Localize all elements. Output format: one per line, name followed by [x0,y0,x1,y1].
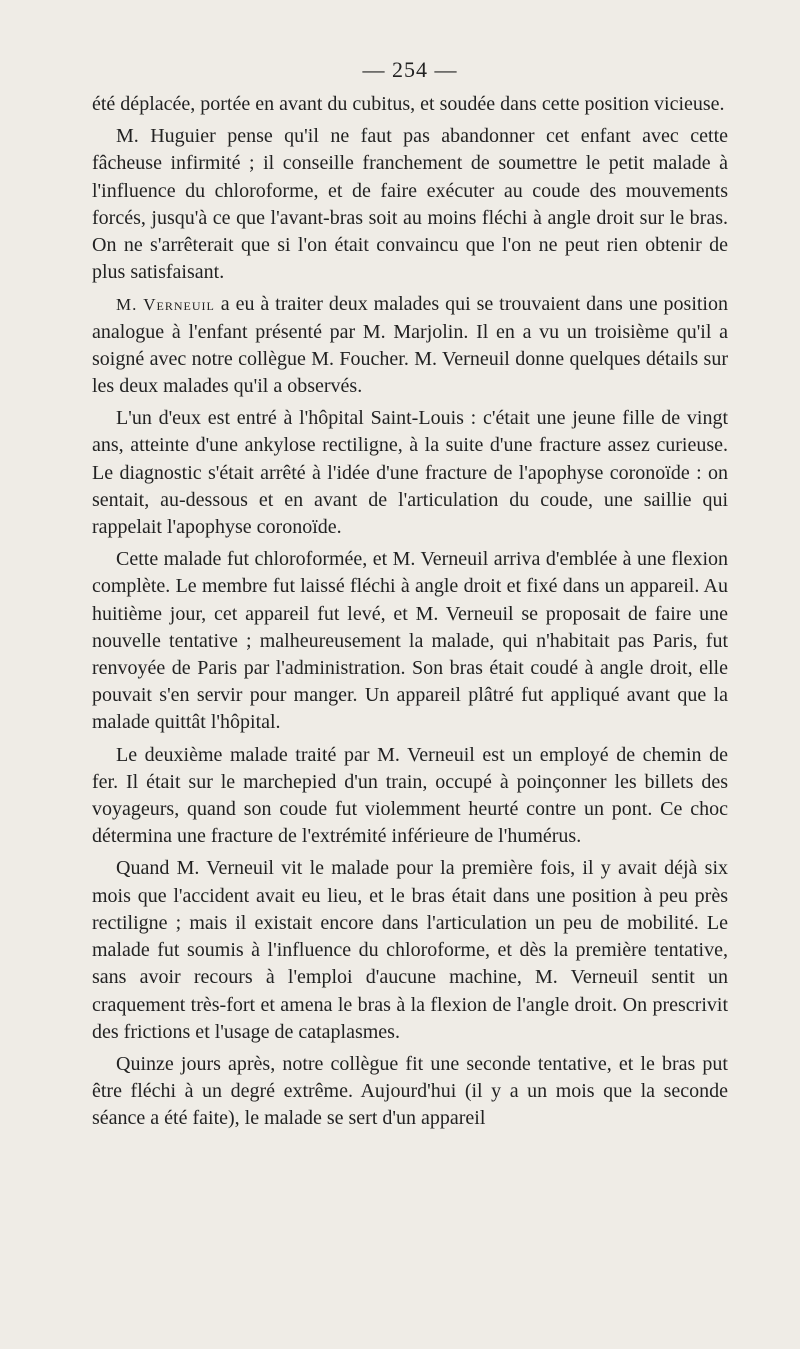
paragraph-7: Quand M. Verneuil vit le malade pour la première fois, il y avait déjà six mois que l'accident avait eu lieu, et le bras était dans une position à peu près rectiligne ; mais il existait encore dans l'articulation un peu de mobilité. Le malade fut soumis à l'influence du chloroforme, et dès la première tentative, sans avoir recours à l'emploi d'aucune machine, M. Verneuil sentit un craquement très-fort et amena le bras à la flexion de l'angle droit. On prescrivit des frictions et l'usage de cataplasmes. [92,857,728,1043]
paragraph-6: Le deuxième malade traité par M. Verneuil est un employé de chemin de fer. Il était sur le marchepied d'un train, occupé à poinçonner les billets des voyageurs, quand son coude fut violemment heurté contre un pont. Ce choc détermina une fracture de l'extrémité inférieure de l'humérus. [92,743,728,848]
paragraph-3-text: a eu à traiter deux malades qui se trouvaient dans une position analogue à l'enfant présenté par M. Marjolin. Il en a vu un troisième qu'il a soigné avec notre collègue M. Foucher. M. Verneuil donne quelques détails sur les deux malades qu'il a observés. [92,293,728,398]
speaker-name: M. Verneuil [116,295,215,315]
paragraph-8: Quinze jours après, notre collègue fit une seconde tentative, et le bras put être fléchi à un degré extrême. Aujourd'hui (il y a un mois que la seconde séance a été faite), le malade se sert d'un appareil [92,1052,728,1130]
paragraph-2: M. Huguier pense qu'il ne faut pas abandonner cet enfant avec cette fâcheuse infirmité ; il conseille franchement de soumettre le petit malade à l'influence du chloroforme, et de faire exécuter au coude des mouvements forcés, jusqu'à ce que l'avant-bras soit au moins fléchi à angle droit sur le bras. On ne s'arrêterait que si l'on était convaincu que l'on ne peut rien obtenir de plus satisfaisant. [92,125,728,284]
paragraph-4: L'un d'eux est entré à l'hôpital Saint-Louis : c'était une jeune fille de vingt ans, atteinte d'une ankylose rectiligne, à la suite d'une fracture assez curieuse. Le diagnostic s'était arrêté à l'idée d'une fracture de l'apophyse coronoïde : on sentait, au-dessous et en avant de l'articulation du coude, une saillie qui rappelait l'apophyse coronoïde. [92,407,728,539]
page-number: — 254 — [362,57,458,82]
paragraph-1: été déplacée, portée en avant du cubitus, et soudée dans cette position vicieuse. [92,93,725,115]
paragraph-5: Cette malade fut chloroformée, et M. Verneuil arriva d'emblée à une flexion complète. Le membre fut laissé fléchi à angle droit et fixé dans un appareil. Au huitième jour, cet appareil fut levé, et M. Verneuil se proposait de faire une nouvelle tentative ; malheureusement la malade, qui n'habitait pas Paris, fut renvoyée de Paris par l'administration. Son bras était coudé à angle droit, elle pouvait s'en servir pour manger. Un appareil plâtré fut appliqué avant que la malade quittât l'hôpital. [92,548,728,734]
paragraph-3 [92,291,728,400]
